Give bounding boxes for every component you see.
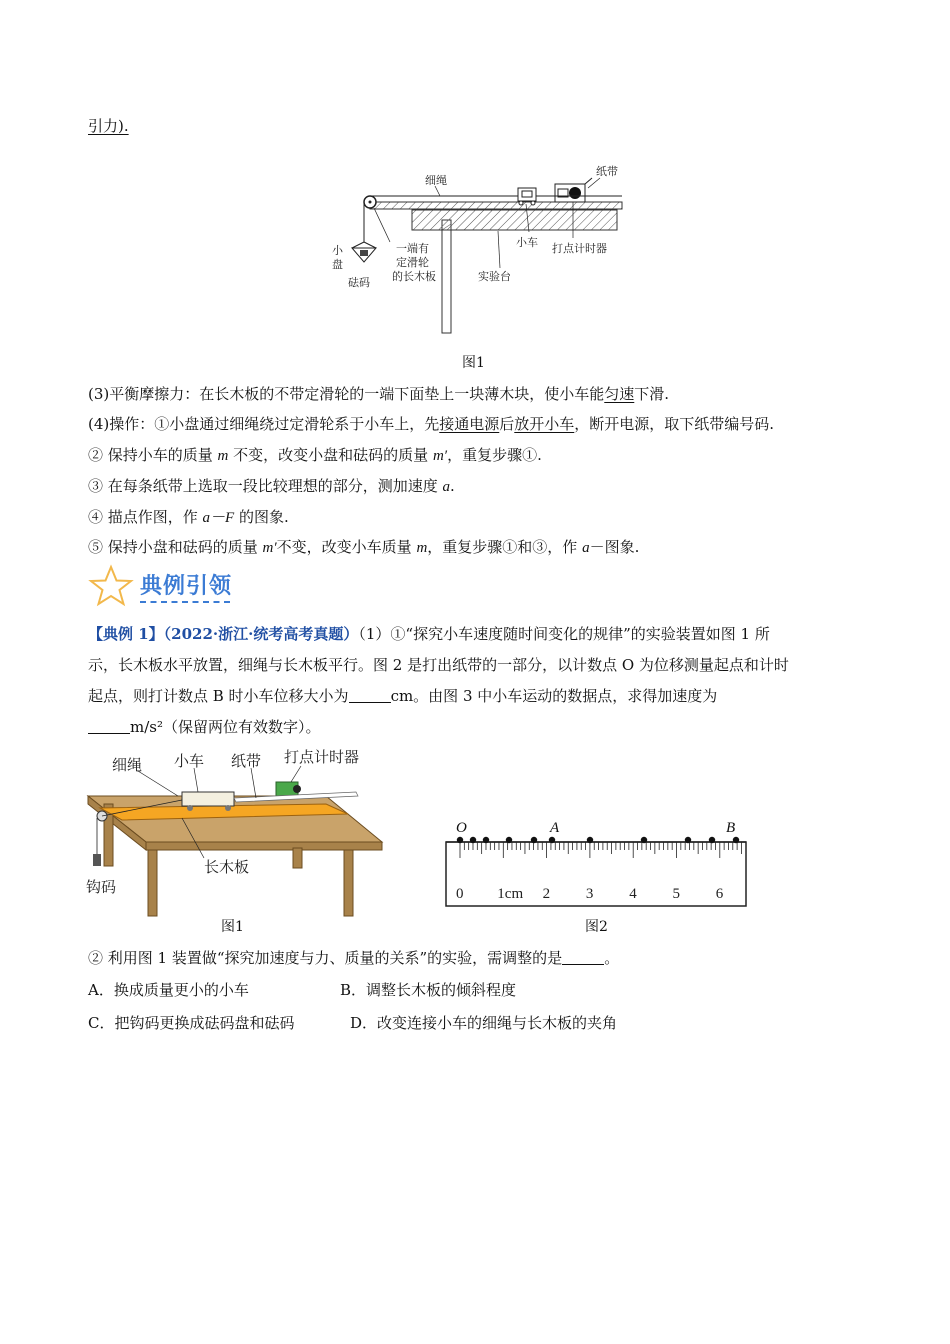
tape-dot — [641, 837, 647, 843]
tape-dot — [685, 837, 691, 843]
option-d[interactable]: D．改变连接小车的细绳与长木板的夹角 — [350, 1014, 618, 1032]
tape-dot — [531, 837, 537, 843]
step-4-2: ② 保持小车的质量 m 不变，改变小盘和砝码的质量 m′，重复步骤①. — [88, 446, 542, 464]
point-label-O: O — [456, 820, 467, 836]
step-4-5: ⑤ 保持小盘和砝码的质量 m′不变，改变小车质量 m，重复步骤①和③，作 a－图象. — [88, 538, 640, 556]
label-weights: 砝码 — [348, 276, 370, 289]
label-board-b: 定滑轮 — [396, 256, 429, 269]
ruler-tick-label: 1cm — [497, 886, 524, 902]
ruler-tick-label: 4 — [629, 886, 637, 902]
tape-dot — [506, 837, 512, 843]
ruler-tick-label: 6 — [715, 886, 724, 902]
star-icon — [88, 564, 134, 608]
label-rope: 细绳 — [425, 174, 447, 187]
label-tape: 纸带 — [231, 752, 262, 770]
label-board: 长木板 — [204, 858, 250, 876]
example-line-3: 起点，则打计数点 B 时小车位移大小为 cm。由图 3 中小车运动的数据点，求得加速度为 — [88, 687, 718, 705]
table-apparatus-figure — [86, 746, 386, 936]
label-hook: 钩码 — [86, 878, 117, 896]
ruler-figure — [440, 818, 752, 910]
example-line-1: 【典例 1】（2022·浙江·统考高考真题）（1）①“探究小车速度随时间变化的规律”的实验装置如图 1 所 — [88, 625, 770, 643]
label-board-a: 一端有 — [396, 242, 429, 255]
intro-tail: 引力). — [88, 117, 129, 135]
section-title: 典例引领 — [140, 574, 233, 599]
answer-blank-3[interactable] — [562, 950, 604, 965]
label-timer: 打点计时器 — [552, 242, 607, 255]
example-line-4: m/s²（保留两位有效数字）。 — [88, 717, 321, 737]
step-3: (3)平衡摩擦力：在长木板的不带定滑轮的一端下面垫上一块薄木块，使小车能匀速下滑. — [88, 385, 670, 403]
label-pan-a: 小 — [332, 244, 343, 257]
tape-dot — [549, 837, 555, 843]
example-line-2: 示，长木板水平放置，细绳与长木板平行。图 2 是打出纸带的一部分，以计数点 O 为位移测量起点和计时 — [88, 656, 789, 674]
tape-dot — [587, 837, 593, 843]
point-label-B: B — [726, 820, 736, 836]
label-bench: 实验台 — [478, 270, 511, 283]
apparatus-figure — [330, 160, 630, 345]
figure-caption: 图1 — [462, 355, 485, 371]
tape-dot — [483, 837, 489, 843]
point-label-A: A — [550, 820, 560, 836]
tape-dot — [457, 837, 463, 843]
ruler-tick-label: 3 — [585, 886, 594, 902]
section-underline — [140, 601, 230, 603]
option-b[interactable]: B．调整长木板的倾斜程度 — [340, 981, 517, 999]
label-cart: 小车 — [516, 236, 538, 249]
label-pan-b: 盘 — [332, 258, 343, 271]
label-tape: 纸带 — [596, 165, 618, 178]
tape-dot — [733, 837, 739, 843]
label-cart: 小车 — [174, 752, 205, 770]
option-c[interactable]: C．把钩码更换成砝码盘和砝码 — [88, 1014, 295, 1032]
answer-blank-1[interactable] — [349, 688, 391, 703]
step-4: (4)操作：①小盘通过细绳绕过定滑轮系于小车上，先接通电源后放开小车，断开电源，取下纸带编号码. — [88, 415, 775, 433]
tape-dot — [470, 837, 476, 843]
label-board-c: 的长木板 — [392, 270, 436, 283]
ruler-tick-label: 0 — [456, 886, 464, 902]
step-4-3: ③ 在每条纸带上选取一段比较理想的部分，测加速度 a. — [88, 477, 455, 495]
label-rope: 细绳 — [112, 756, 143, 774]
option-a[interactable]: A．换成质量更小的小车 — [88, 981, 249, 999]
answer-blank-2[interactable] — [88, 719, 130, 734]
figure-caption-ex1: 图1 — [221, 919, 244, 935]
question-2: ② 利用图 1 装置做“探究加速度与力、质量的关系”的实验，需调整的是 。 — [88, 949, 620, 967]
label-timer: 打点计时器 — [284, 748, 360, 766]
ruler-tick-label: 2 — [542, 886, 551, 902]
figure-caption-ex2: 图2 — [585, 919, 608, 935]
tape-dot — [709, 837, 715, 843]
ruler-tick-label: 5 — [672, 886, 680, 902]
step-4-4: ④ 描点作图，作 a－F 的图象. — [88, 508, 289, 526]
